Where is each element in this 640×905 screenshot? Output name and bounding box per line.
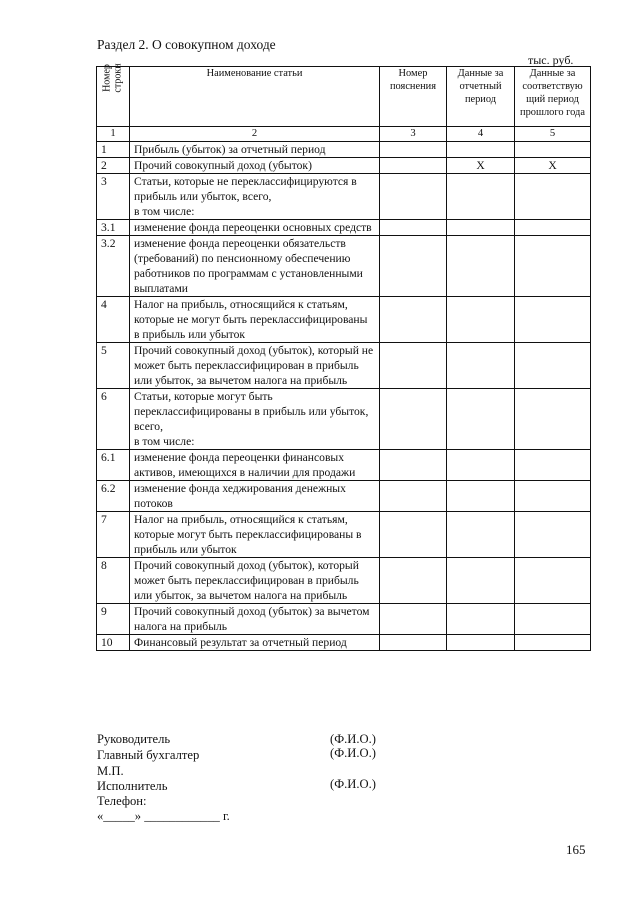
row-current-cell bbox=[447, 604, 515, 635]
row-previous-cell bbox=[515, 220, 591, 236]
row-item-name: изменение фонда переоценки основных средств bbox=[130, 220, 380, 236]
row-previous-cell bbox=[515, 174, 591, 220]
row-previous-cell bbox=[515, 343, 591, 389]
row-item-name: Прочий совокупный доход (убыток), который может быть переклассифицирован в прибыль или убыток, за вычетом налога на прибыль bbox=[130, 558, 380, 604]
row-note-cell bbox=[380, 558, 447, 604]
header-current-period: Данные за отчетный период bbox=[447, 67, 515, 127]
table-header-row bbox=[97, 67, 591, 127]
row-current-cell bbox=[447, 174, 515, 220]
row-current-cell: X bbox=[447, 158, 515, 174]
signature-head-label: Руководитель bbox=[97, 732, 171, 746]
row-previous-cell bbox=[515, 604, 591, 635]
row-note-cell bbox=[380, 635, 447, 651]
row-note-cell bbox=[380, 236, 447, 297]
row-item-name: Прочий совокупный доход (убыток) за вычетом налога на прибыль bbox=[130, 604, 380, 635]
row-number: 9 bbox=[97, 604, 130, 635]
table-row bbox=[97, 236, 591, 297]
page-number: 165 bbox=[566, 842, 586, 857]
row-item-name: изменение фонда хеджирования денежных потоков bbox=[130, 481, 380, 512]
row-number: 7 bbox=[97, 512, 130, 558]
row-number: 2 bbox=[97, 158, 130, 174]
table-row bbox=[97, 158, 591, 174]
row-number: 3 bbox=[97, 174, 130, 220]
row-note-cell bbox=[380, 343, 447, 389]
table-row bbox=[97, 343, 591, 389]
row-previous-cell bbox=[515, 389, 591, 450]
comprehensive-income-table bbox=[96, 63, 591, 651]
row-item-name: Прибыль (убыток) за отчетный период bbox=[130, 142, 380, 158]
row-note-cell bbox=[380, 604, 447, 635]
table-row bbox=[97, 481, 591, 512]
row-number: 5 bbox=[97, 343, 130, 389]
row-number: 3.2 bbox=[97, 236, 130, 297]
row-item-name: Налог на прибыль, относящийся к статьям, которые могут быть переклассифицированы в прибыль или убыток bbox=[130, 512, 380, 558]
column-number: 5 bbox=[515, 127, 591, 142]
row-item-name: Финансовый результат за отчетный период bbox=[130, 635, 380, 651]
header-item-name: Наименование статьи bbox=[130, 67, 380, 127]
column-number: 2 bbox=[130, 127, 380, 142]
stamp-label: М.П. bbox=[97, 764, 124, 778]
row-note-cell bbox=[380, 297, 447, 343]
row-note-cell bbox=[380, 450, 447, 481]
row-note-cell bbox=[380, 142, 447, 158]
row-previous-cell bbox=[515, 297, 591, 343]
table-row bbox=[97, 450, 591, 481]
row-current-cell bbox=[447, 389, 515, 450]
row-previous-cell bbox=[515, 450, 591, 481]
row-current-cell bbox=[447, 512, 515, 558]
table-row bbox=[97, 174, 591, 220]
table-row bbox=[97, 604, 591, 635]
row-item-name: Прочий совокупный доход (убыток), который не может быть переклассифицирован в прибыль или убыток, за вычетом налога на прибыль bbox=[130, 343, 380, 389]
row-note-cell bbox=[380, 220, 447, 236]
column-number: 1 bbox=[97, 127, 130, 142]
column-number: 4 bbox=[447, 127, 515, 142]
row-current-cell bbox=[447, 635, 515, 651]
section-title: Раздел 2. О совокупном доходе bbox=[97, 37, 276, 52]
row-current-cell bbox=[447, 220, 515, 236]
table-row bbox=[97, 389, 591, 450]
row-number: 3.1 bbox=[97, 220, 130, 236]
signature-executor-label: Исполнитель bbox=[97, 779, 168, 793]
row-current-cell bbox=[447, 297, 515, 343]
row-current-cell bbox=[447, 450, 515, 481]
row-note-cell bbox=[380, 512, 447, 558]
row-item-name: Налог на прибыль, относящийся к статьям, которые не могут быть переклассифицированы в прибыль или убыток bbox=[130, 297, 380, 343]
row-current-cell bbox=[447, 142, 515, 158]
table-row bbox=[97, 635, 591, 651]
row-number: 6.1 bbox=[97, 450, 130, 481]
row-note-cell bbox=[380, 158, 447, 174]
table-row bbox=[97, 558, 591, 604]
row-number: 6 bbox=[97, 389, 130, 450]
row-previous-cell bbox=[515, 635, 591, 651]
header-previous-period: Данные за соответствую щий период прошлого года bbox=[515, 67, 591, 127]
row-current-cell bbox=[447, 343, 515, 389]
signature-chief-accountant-label: Главный бухгалтер bbox=[97, 748, 200, 762]
header-note-number: Номер пояснения bbox=[380, 67, 447, 127]
row-number: 6.2 bbox=[97, 481, 130, 512]
table-row bbox=[97, 220, 591, 236]
row-current-cell bbox=[447, 558, 515, 604]
column-number: 3 bbox=[380, 127, 447, 142]
row-previous-cell bbox=[515, 236, 591, 297]
row-previous-cell bbox=[515, 512, 591, 558]
row-previous-cell bbox=[515, 558, 591, 604]
row-previous-cell bbox=[515, 481, 591, 512]
row-number: 1 bbox=[97, 142, 130, 158]
table-row bbox=[97, 512, 591, 558]
row-current-cell bbox=[447, 236, 515, 297]
units-label: тыс. руб. bbox=[528, 53, 574, 67]
row-number: 10 bbox=[97, 635, 130, 651]
header-row-number: Номер строки bbox=[97, 67, 130, 127]
phone-label: Телефон: bbox=[97, 794, 147, 808]
row-item-name: изменение фонда переоценки обязательств (требований) по пенсионному обеспечению работников по программам с установленными выплатами bbox=[130, 236, 380, 297]
row-number: 8 bbox=[97, 558, 130, 604]
row-item-name: Статьи, которые могут быть переклассифицированы в прибыль или убыток, всего, в том числе: bbox=[130, 389, 380, 450]
row-item-name: Прочий совокупный доход (убыток) bbox=[130, 158, 380, 174]
row-note-cell bbox=[380, 481, 447, 512]
table-row bbox=[97, 297, 591, 343]
row-item-name: Статьи, которые не переклассифицируются в прибыль или убыток, всего, в том числе: bbox=[130, 174, 380, 220]
date-line: «_____» ____________ г. bbox=[97, 809, 230, 823]
signature-head-fio: (Ф.И.О.) bbox=[330, 732, 376, 746]
row-current-cell bbox=[447, 481, 515, 512]
row-item-name: изменение фонда переоценки финансовых активов, имеющихся в наличии для продажи bbox=[130, 450, 380, 481]
signature-executor-fio: (Ф.И.О.) bbox=[330, 777, 376, 791]
table-row bbox=[97, 142, 591, 158]
row-note-cell bbox=[380, 174, 447, 220]
row-previous-cell: X bbox=[515, 158, 591, 174]
row-note-cell bbox=[380, 389, 447, 450]
column-numbers-row bbox=[97, 127, 591, 142]
row-previous-cell bbox=[515, 142, 591, 158]
signature-chief-accountant-fio: (Ф.И.О.) bbox=[330, 746, 376, 760]
row-number: 4 bbox=[97, 297, 130, 343]
